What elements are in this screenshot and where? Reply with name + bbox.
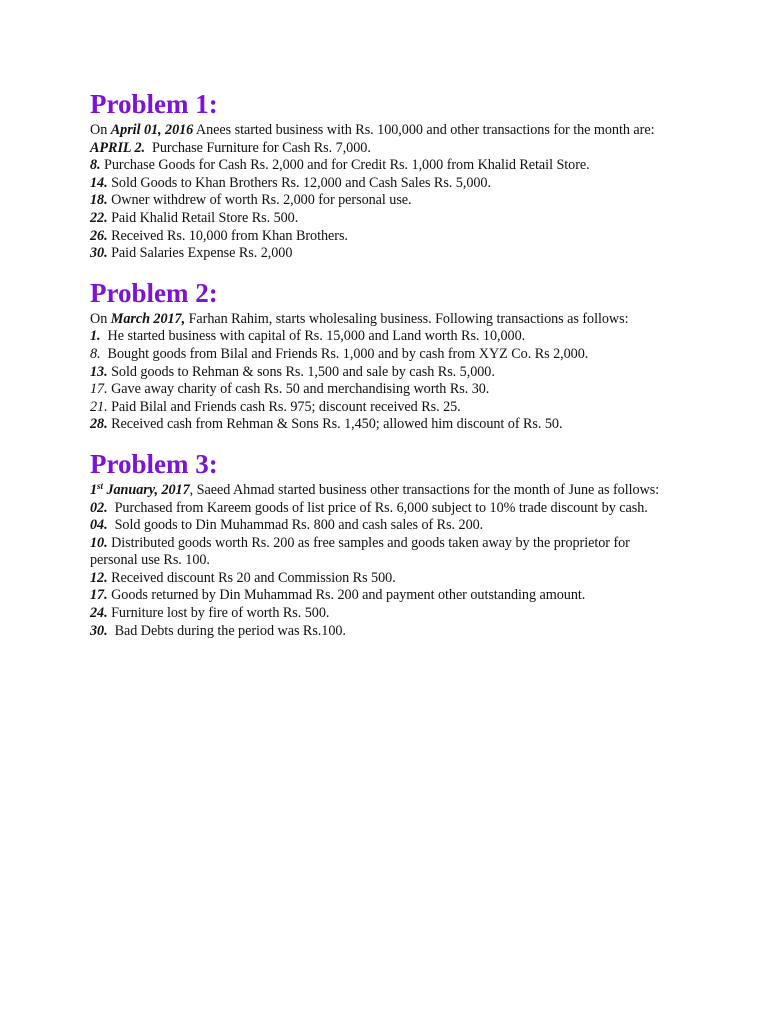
problem-3-item: [90, 570, 680, 588]
item-text: Sold goods to Din Muhammad Rs. 800 and cash sales of Rs. 200.: [114, 517, 484, 534]
item-day: 8.: [90, 157, 101, 174]
document-page: [90, 88, 680, 640]
item-day: 26.: [90, 227, 108, 244]
item-day: 22.: [90, 209, 108, 226]
item-text: Received discount Rs 20 and Commission Rs 500.: [111, 569, 396, 586]
problem-3-item: [90, 535, 680, 570]
problem-3-item: [90, 605, 680, 623]
problem-1-intro-text: Anees started business with Rs. 100,000 and other transactions for the month are:: [193, 122, 655, 138]
problem-2-intro-date: March 2017,: [110, 310, 186, 327]
item-text: Paid Khalid Retail Store Rs. 500.: [111, 209, 299, 226]
item-day: 30.: [90, 245, 108, 262]
item-text: Purchased from Kareem goods of list price of Rs. 6,000 subject to 10% trade discount by cash.: [114, 499, 648, 516]
item-day: 8.: [90, 345, 101, 362]
problem-3-intro-date: January, 2017: [102, 481, 190, 498]
problem-3-item: [90, 517, 680, 535]
problem-2-item: [90, 346, 680, 364]
problem-1-item: [90, 245, 680, 263]
problem-2-item: [90, 399, 680, 417]
problem-2-intro: [90, 311, 680, 329]
item-day: 1.: [90, 328, 101, 345]
item-text: Purchase Goods for Cash Rs. 2,000 and for Credit Rs. 1,000 from Khalid Retail Store.: [104, 157, 590, 174]
problem-2-item: [90, 364, 680, 382]
problem-1-item: [90, 192, 680, 210]
item-text: Paid Bilal and Friends cash Rs. 975; discount received Rs. 25.: [111, 398, 461, 415]
item-day: 13.: [90, 363, 108, 380]
item-text: Received Rs. 10,000 from Khan Brothers.: [111, 227, 348, 244]
item-text: Bad Debts during the period was Rs.100.: [114, 622, 346, 639]
problem-1-item: [90, 157, 680, 175]
problem-1-item: [90, 228, 680, 246]
item-text: Owner withdrew of worth Rs. 2,000 for personal use.: [111, 192, 412, 209]
problem-1-intro: [90, 122, 680, 140]
problem-1-item: [90, 140, 680, 158]
problem-2-title: Problem 2:: [90, 277, 218, 308]
problem-3-item: [90, 500, 680, 518]
item-day: 24.: [90, 605, 108, 622]
problem-2-item: [90, 416, 680, 434]
problem-3-intro-ordinal: st: [97, 480, 103, 491]
problem-1-section: [90, 88, 680, 263]
problem-1-intro-date: April 01, 2016: [110, 122, 194, 138]
item-text: Goods returned by Din Muhammad Rs. 200 and payment other outstanding amount.: [111, 587, 586, 604]
problem-3-intro-text: , Saeed Ahmad started business other transactions for the month of June as follows:: [189, 481, 660, 498]
item-day: 14.: [90, 174, 108, 191]
item-day: 18.: [90, 192, 108, 209]
problem-2-item: [90, 381, 680, 399]
item-text: Gave away charity of cash Rs. 50 and merchandising worth Rs. 30.: [111, 381, 490, 398]
item-text: Purchase Furniture for Cash Rs. 7,000.: [152, 139, 371, 156]
item-day: 10.: [90, 534, 108, 551]
problem-3-title: Problem 3:: [90, 448, 218, 479]
problem-1-item: [90, 175, 680, 193]
problem-2-item: [90, 328, 680, 346]
problem-2-section: [90, 277, 680, 434]
item-text: Furniture lost by fire of worth Rs. 500.: [111, 605, 330, 622]
problem-3-section: [90, 448, 680, 640]
problem-1-intro-pre: On: [90, 122, 111, 138]
item-text: Sold goods to Rehman & sons Rs. 1,500 and sale by cash Rs. 5,000.: [111, 363, 495, 380]
item-day: 12.: [90, 569, 108, 586]
problem-3-item: [90, 623, 680, 641]
item-day: 04.: [90, 517, 108, 534]
problem-2-intro-text: Farhan Rahim, starts wholesaling business. Following transactions as follows:: [185, 310, 629, 327]
problem-3-intro-day: 1: [90, 481, 98, 498]
item-text: Sold Goods to Khan Brothers Rs. 12,000 and Cash Sales Rs. 5,000.: [111, 174, 491, 191]
item-day: 17.: [90, 381, 108, 398]
item-day: 28.: [90, 416, 108, 433]
item-text: Distributed goods worth Rs. 200 as free samples and goods taken away by the proprietor for personal use Rs. 100.: [90, 534, 630, 569]
problem-3-item: [90, 587, 680, 605]
problem-2-intro-pre: On: [90, 310, 111, 327]
item-text: Paid Salaries Expense Rs. 2,000: [111, 245, 293, 262]
item-text: Bought goods from Bilal and Friends Rs. 1,000 and by cash from XYZ Co. Rs 2,000.: [107, 345, 589, 362]
item-day: APRIL 2.: [90, 139, 146, 156]
item-text: Received cash from Rehman & Sons Rs. 1,450; allowed him discount of Rs. 50.: [111, 416, 563, 433]
item-day: 02.: [90, 499, 108, 516]
problem-3-intro: [90, 482, 680, 500]
item-day: 17.: [90, 587, 108, 604]
problem-1-title: Problem 1:: [90, 89, 218, 119]
item-text: He started business with capital of Rs. 15,000 and Land worth Rs. 10,000.: [107, 328, 526, 345]
problem-1-item: [90, 210, 680, 228]
item-day: 21.: [90, 398, 108, 415]
item-day: 30.: [90, 622, 108, 639]
